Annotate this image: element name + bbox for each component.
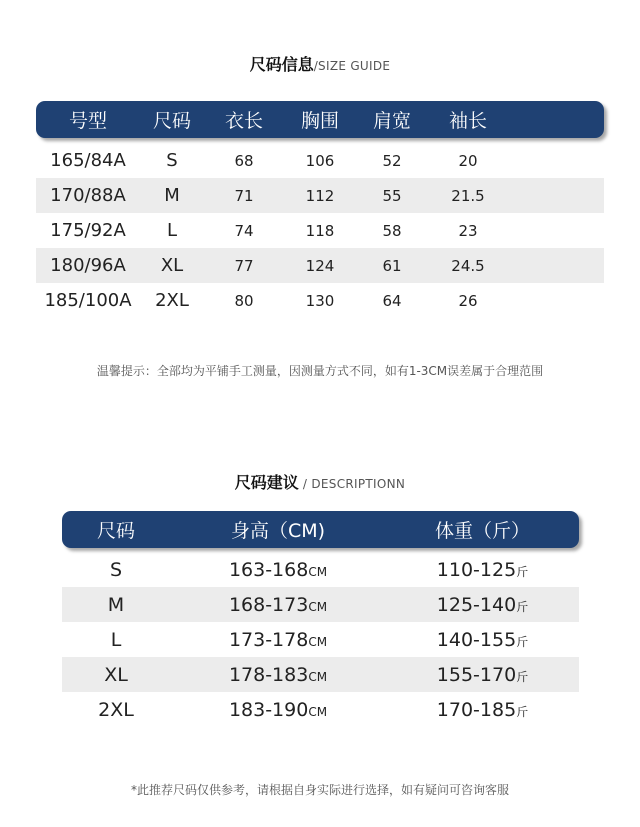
size-guide-table	[36, 101, 604, 318]
header-cell: 胸围	[300, 110, 339, 132]
height-range: 163-168	[228, 558, 309, 581]
table-cell	[170, 629, 386, 651]
table-cell: 77	[234, 256, 254, 275]
table-cell	[170, 699, 386, 721]
table-cell: 52	[382, 151, 402, 170]
table-cell: 130	[305, 291, 335, 310]
table-cell: L	[166, 220, 178, 241]
table-cell: 61	[382, 256, 402, 275]
table-cell: 180/96A	[50, 255, 126, 276]
weight-unit: 斤	[516, 599, 529, 614]
table-row	[62, 657, 579, 692]
table-row	[62, 622, 579, 657]
table-cell: 58	[382, 221, 402, 240]
weight-range: 155-170	[436, 663, 517, 686]
header-cell: 尺码	[152, 110, 191, 132]
table-cell	[170, 559, 386, 581]
table-cell: 20	[458, 151, 478, 170]
size-advice-title-en: / DESCRIPTIONN	[298, 477, 406, 491]
table-cell: 24.5	[451, 256, 485, 275]
table-cell: 2XL	[98, 698, 134, 721]
weight-range: 170-185	[436, 698, 517, 721]
size-guide-title-en: /SIZE GUIDE	[313, 59, 391, 73]
size-guide-header-row	[36, 101, 604, 138]
table-cell: 21.5	[451, 186, 485, 205]
table-cell: L	[110, 628, 122, 651]
table-cell: M	[107, 593, 125, 616]
weight-unit: 斤	[516, 669, 529, 684]
table-cell: 112	[305, 186, 335, 205]
size-advice-title-cn: 尺码建议	[234, 473, 299, 492]
height-unit: CM	[308, 564, 328, 579]
table-cell: S	[166, 150, 178, 171]
header-cell: 尺码	[96, 520, 135, 542]
height-unit: CM	[308, 704, 328, 719]
table-cell: M	[164, 185, 180, 206]
height-range: 178-183	[228, 663, 309, 686]
table-cell: 68	[234, 151, 254, 170]
table-row	[36, 283, 604, 318]
table-cell: 170/88A	[50, 185, 126, 206]
height-unit: CM	[308, 669, 328, 684]
header-cell: 袖长	[448, 110, 487, 132]
weight-range: 125-140	[436, 593, 517, 616]
size-advice-table	[62, 511, 579, 727]
table-cell: 55	[382, 186, 402, 205]
header-cell: 衣长	[224, 110, 263, 132]
height-range: 168-173	[228, 593, 309, 616]
weight-unit: 斤	[516, 704, 529, 719]
table-row	[36, 178, 604, 213]
table-row	[62, 552, 579, 587]
size-advice-header-row	[62, 511, 579, 548]
height-range: 183-190	[228, 698, 309, 721]
table-cell: XL	[104, 663, 128, 686]
table-row	[36, 213, 604, 248]
table-cell	[386, 559, 579, 581]
table-cell: 71	[234, 186, 254, 205]
table-cell: 165/84A	[50, 150, 126, 171]
height-range: 173-178	[228, 628, 309, 651]
weight-range: 140-155	[436, 628, 517, 651]
header-cell: 号型	[68, 110, 107, 132]
weight-range: 110-125	[436, 558, 517, 581]
header-cell: 身高（CM)	[230, 520, 326, 542]
size-guide-title-cn: 尺码信息	[249, 55, 314, 74]
weight-unit: 斤	[516, 564, 529, 579]
recommendation-note: *此推荐尺码仅供参考，请根据自身实际进行选择，如有疑问可咨询客服	[130, 783, 509, 797]
table-cell	[386, 629, 579, 651]
table-cell: 175/92A	[50, 220, 126, 241]
table-cell: 118	[305, 221, 335, 240]
table-cell: XL	[160, 255, 184, 276]
table-cell	[170, 664, 386, 686]
table-cell: 185/100A	[44, 290, 132, 311]
table-cell: 26	[458, 291, 478, 310]
table-cell: 2XL	[155, 290, 189, 311]
table-cell: S	[109, 558, 123, 581]
table-cell	[170, 594, 386, 616]
table-cell: 124	[305, 256, 335, 275]
header-cell: 肩宽	[372, 110, 411, 132]
table-row	[36, 248, 604, 283]
table-row	[62, 587, 579, 622]
measurement-note: 温馨提示：全部均为平铺手工测量，因测量方式不同，如有1-3CM误差属于合理范围	[96, 364, 544, 378]
height-unit: CM	[308, 634, 328, 649]
table-cell	[386, 699, 579, 721]
weight-unit: 斤	[516, 634, 529, 649]
table-row	[62, 692, 579, 727]
table-row	[36, 143, 604, 178]
table-cell	[386, 594, 579, 616]
table-cell: 74	[234, 221, 254, 240]
table-cell: 80	[234, 291, 254, 310]
table-cell: 23	[458, 221, 478, 240]
size-guide-title	[0, 52, 640, 75]
table-cell	[386, 664, 579, 686]
table-cell: 64	[382, 291, 402, 310]
header-cell: 体重（斤）	[434, 520, 530, 542]
height-unit: CM	[308, 599, 328, 614]
size-advice-title	[0, 470, 640, 493]
table-cell: 106	[305, 151, 335, 170]
